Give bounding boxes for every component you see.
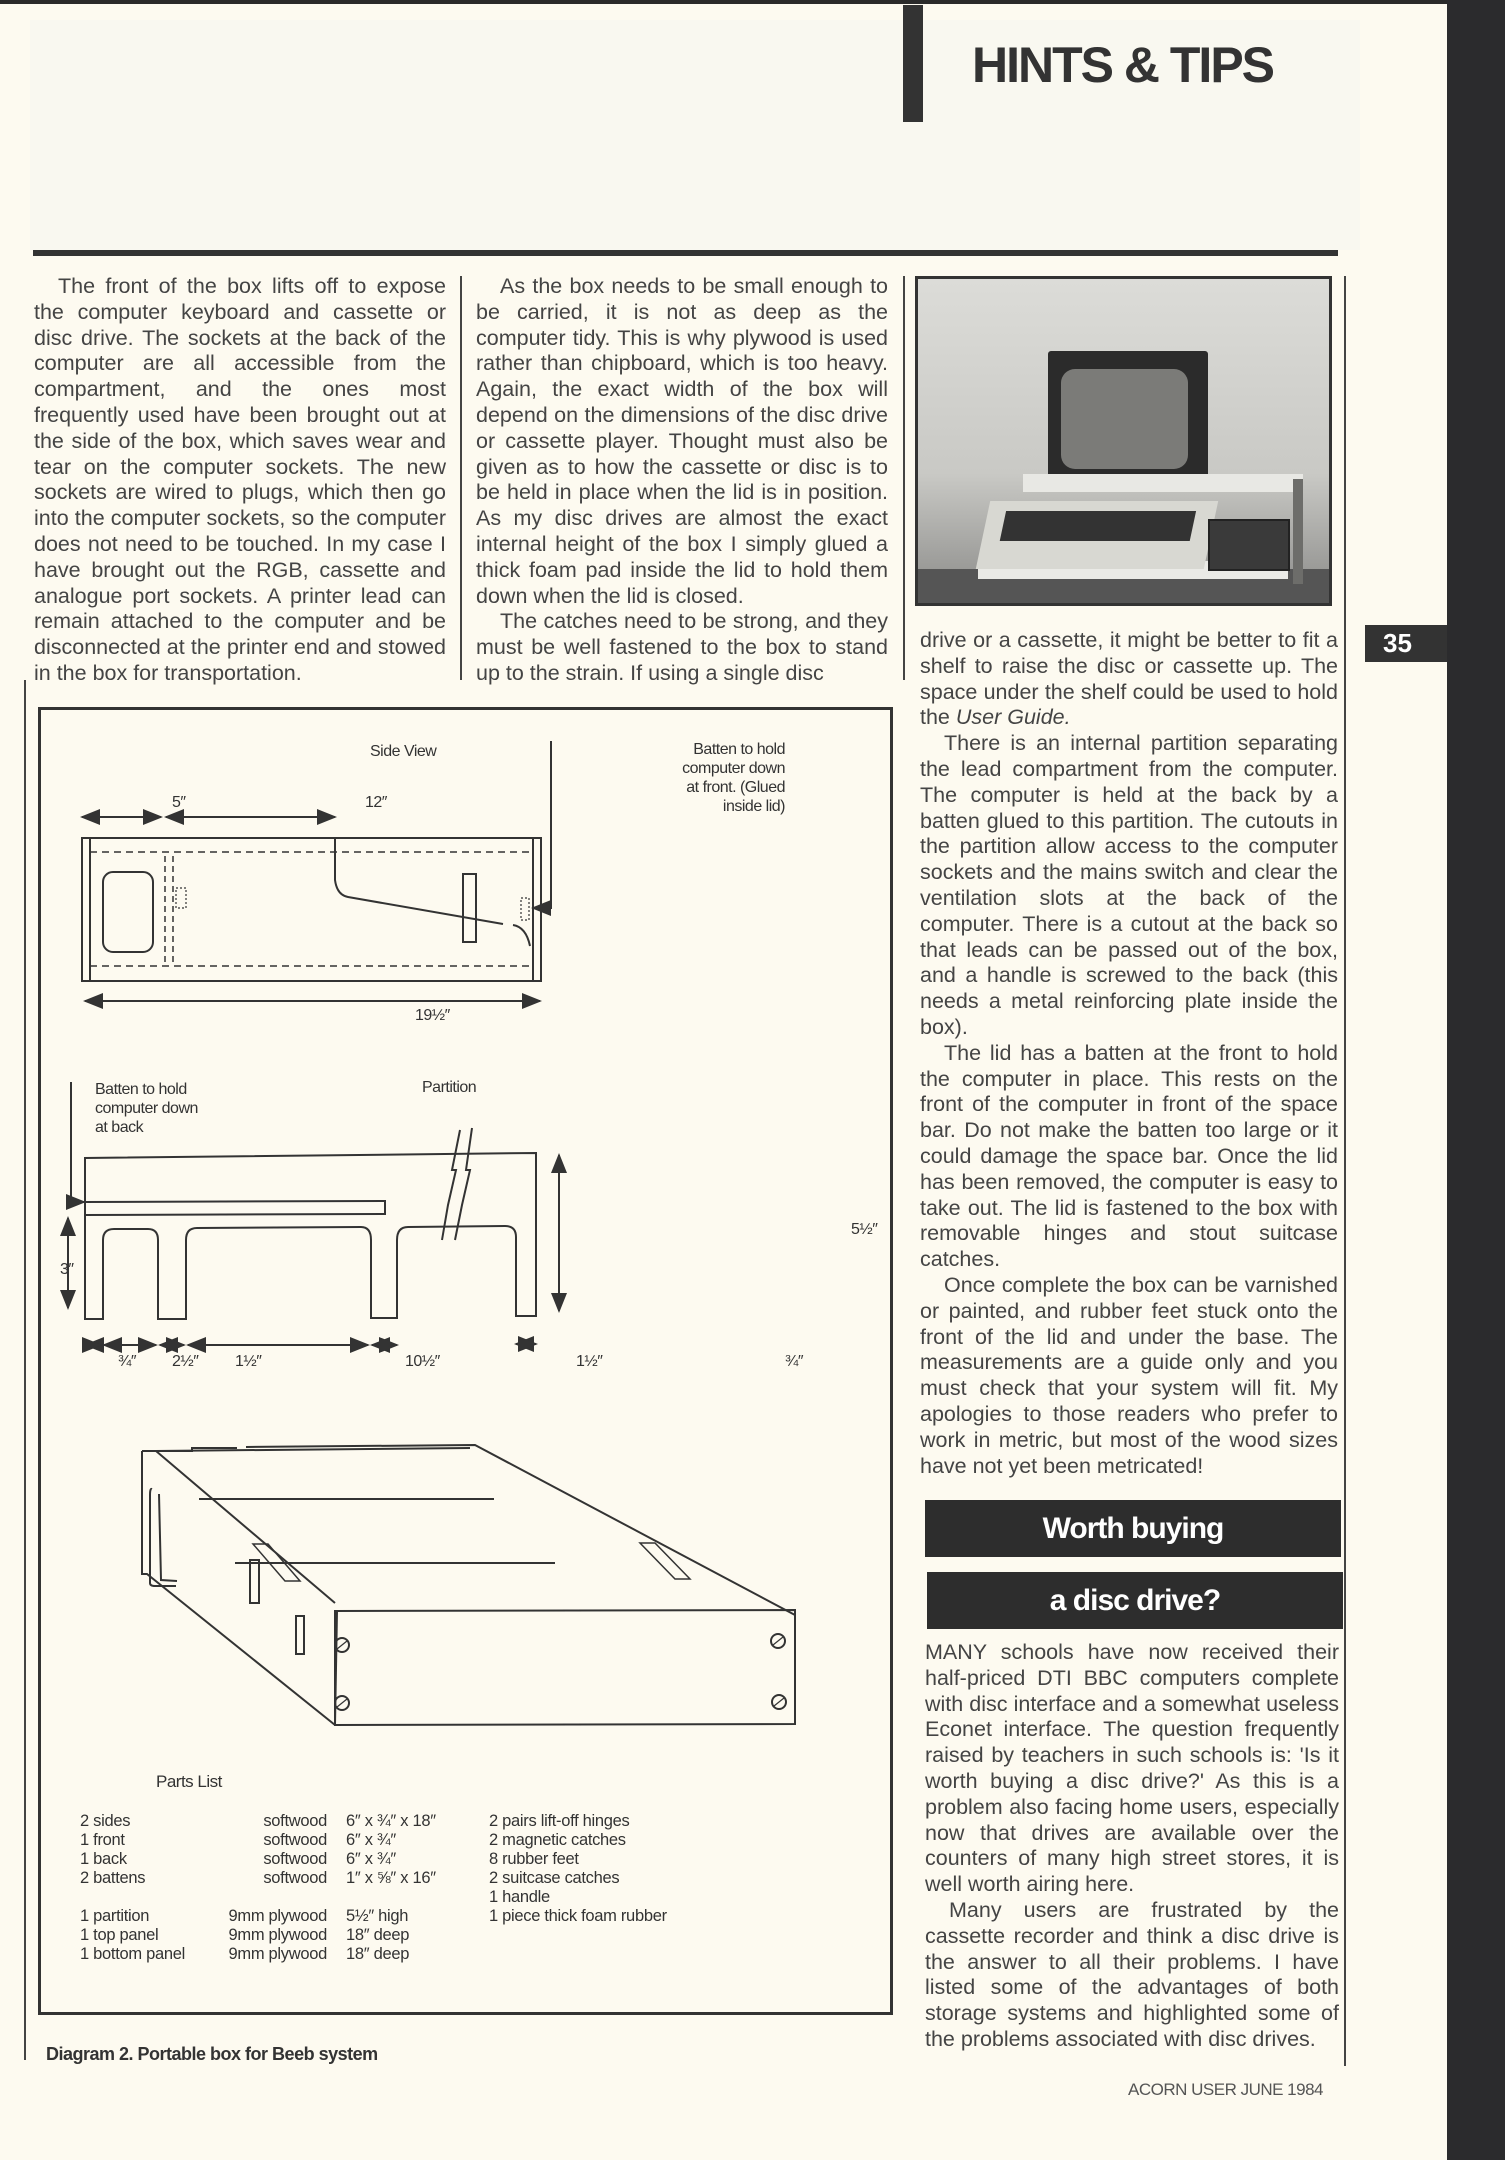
book-title: User Guide.	[955, 705, 1071, 730]
dimension-label: 5½″	[851, 1221, 878, 1238]
part-item: 1 front	[80, 1831, 125, 1849]
part-material: 9mm plywood	[228, 1907, 327, 1925]
part-size: 1″ x ⅝″ x 16″	[346, 1869, 436, 1887]
rear-batten-label	[95, 1080, 198, 1137]
dimension-label: 19½″	[415, 1007, 450, 1024]
paragraph: There is an internal partition separating the lead compartment from the computer. The computer is held at the back by a batten glued to this partition. The cutouts in the partition allow access to the computer sockets and the mains switch and clear the ventilation slots at the back of the computer. There is a cutout at the back so that leads can be passed out of the box, and a handle is screwed to the back (this needs a metal reinforcing plate inside the box).	[920, 731, 1338, 1039]
section-title: HINTS & TIPS	[972, 37, 1274, 93]
part-item: 1 back	[80, 1850, 127, 1868]
dimension-label: ¾″	[118, 1353, 137, 1370]
hardware-item: 1 handle	[489, 1888, 550, 1906]
dimension-label: 1½″	[235, 1353, 262, 1370]
label-line: inside lid)	[722, 798, 785, 815]
part-size: 18″ deep	[346, 1926, 410, 1944]
side-view-title: Side View	[370, 743, 437, 760]
label-line: at back	[95, 1119, 144, 1136]
sidebar-headline-line-1: Worth buying	[925, 1500, 1341, 1557]
part-item: 2 sides	[80, 1812, 131, 1830]
paragraph: The lid has a batten at the front to hold the computer in place. This rests on the front of the computer in front of the space bar. Do not make the batten too large or it could damage the space bar. Once the lid has been removed, the computer is easy to take out. The lid is fastened to the box with removable hinges and stout suitcase catches.	[920, 1040, 1338, 1272]
part-size: 5½″ high	[346, 1907, 409, 1925]
parts-list-title: Parts List	[156, 1772, 222, 1791]
part-material: 9mm plywood	[228, 1926, 327, 1944]
part-material: softwood	[263, 1812, 327, 1830]
dimension-label: 2½″	[172, 1353, 199, 1370]
dimension-label: ¾″	[785, 1353, 804, 1370]
part-material: softwood	[263, 1869, 327, 1887]
hardware-item: 1 piece thick foam rubber	[489, 1907, 667, 1925]
dimension-label: 10½″	[405, 1353, 440, 1370]
part-material: softwood	[263, 1831, 327, 1849]
paragraph: As the box needs to be small enough to be carried, it is not as deep as the computer tidy. This is why plywood is used rather than chipboard, which is too heavy. Again, the exact width of the box will depend on the dimensions of the disc drive or cassette player. Thought must also be given as to how the cassette or disc is to be held in place when the lid is in position. As my disc drives are almost the exact internal height of the box I simply glued a thick foam pad inside the lid to hold them down when the lid is closed.	[476, 274, 888, 608]
sidebar-headline-line-2: a disc drive?	[927, 1572, 1343, 1629]
diagram-caption: Diagram 2. Portable box for Beeb system	[46, 2044, 378, 2064]
dimension-label: 1½″	[576, 1353, 603, 1370]
parts-list-hardware	[489, 1812, 667, 1926]
part-size: 18″ deep	[346, 1945, 410, 1963]
paragraph: Many users are frustrated by the cassette recorder and think a disc drive is the answer to all their problems. I have listed some of the advantages of both storage systems and highlighted some of the problems associated with disc drives.	[925, 1897, 1339, 2051]
part-item: 1 top panel	[80, 1926, 159, 1944]
label-line: Batten to hold	[693, 741, 785, 758]
part-material: 9mm plywood	[228, 1945, 327, 1963]
part-item: 1 partition	[80, 1907, 150, 1925]
dimension-label: 3″	[60, 1261, 74, 1278]
label-line: Batten to hold	[95, 1081, 187, 1098]
parts-list-sizes	[346, 1812, 436, 1964]
part-size: 6″ x ¾″ x 18″	[346, 1812, 436, 1830]
part-size: 6″ x ¾″	[346, 1850, 396, 1868]
paragraph-text: drive or a cassette, it might be better to fit a shelf to raise the disc or cassette up. The space under the shelf could be used to hold the	[920, 628, 1338, 730]
hardware-item: 8 rubber feet	[489, 1850, 579, 1868]
paragraph: MANY schools have now received their half-priced DTI BBC computers complete with disc interface and a somewhat useless Econet interface. The question frequently raised by teachers in such schools is: 'Is it worth buying a disc drive?' As this is a problem also facing home users, especially now that drives are available over the counters of many high street stores, it is well worth airing here.	[925, 1640, 1339, 1897]
page-number-tab: 35	[1365, 625, 1447, 662]
part-item: 1 bottom panel	[80, 1945, 185, 1963]
parts-list-items	[80, 1812, 185, 1964]
label-line: computer down	[682, 760, 785, 777]
front-batten-label	[640, 740, 785, 816]
paragraph: The front of the box lifts off to expose the computer keyboard and cassette or disc drive. The sockets at the back of the computer are all accessible from the compartment, and the ones most frequently used have been brought out at the side of the box, which saves wear and tear on the computer sockets. The new sockets are wired to plugs, which then go into the computer sockets, so the computer does not need to be touched. In my case I have brought out the RGB, cassette and analogue port sockets. A printer lead can remain attached to the computer and be disconnected at the printer end and stowed in the box for transportation.	[34, 274, 446, 685]
hardware-item: 2 pairs lift-off hinges	[489, 1812, 630, 1830]
partition-title: Partition	[422, 1079, 477, 1096]
hardware-item: 2 magnetic catches	[489, 1831, 626, 1849]
part-item: 2 battens	[80, 1869, 146, 1887]
label-line: at front. (Glued	[686, 779, 785, 796]
dimension-label: 5″	[172, 794, 186, 811]
paragraph: The catches need to be strong, and they must be well fastened to the box to stand up to the strain. If using a single disc	[476, 609, 888, 685]
parts-list-materials	[200, 1812, 327, 1964]
hardware-item: 2 suitcase catches	[489, 1869, 620, 1887]
dimension-label: 12″	[365, 794, 387, 811]
part-material: softwood	[263, 1850, 327, 1868]
paragraph: Once complete the box can be varnished or painted, and rubber feet stuck onto the front of the lid and under the base. The measurements are a guide only and you must check that your system will fit. My apologies to those readers who prefer to work in metric, but most of the wood sizes have not yet been metricated!	[920, 1272, 1338, 1478]
publication-footer: ACORN USER JUNE 1984	[1128, 2080, 1324, 2099]
part-size: 6″ x ¾″	[346, 1831, 396, 1849]
label-line: computer down	[95, 1100, 198, 1117]
